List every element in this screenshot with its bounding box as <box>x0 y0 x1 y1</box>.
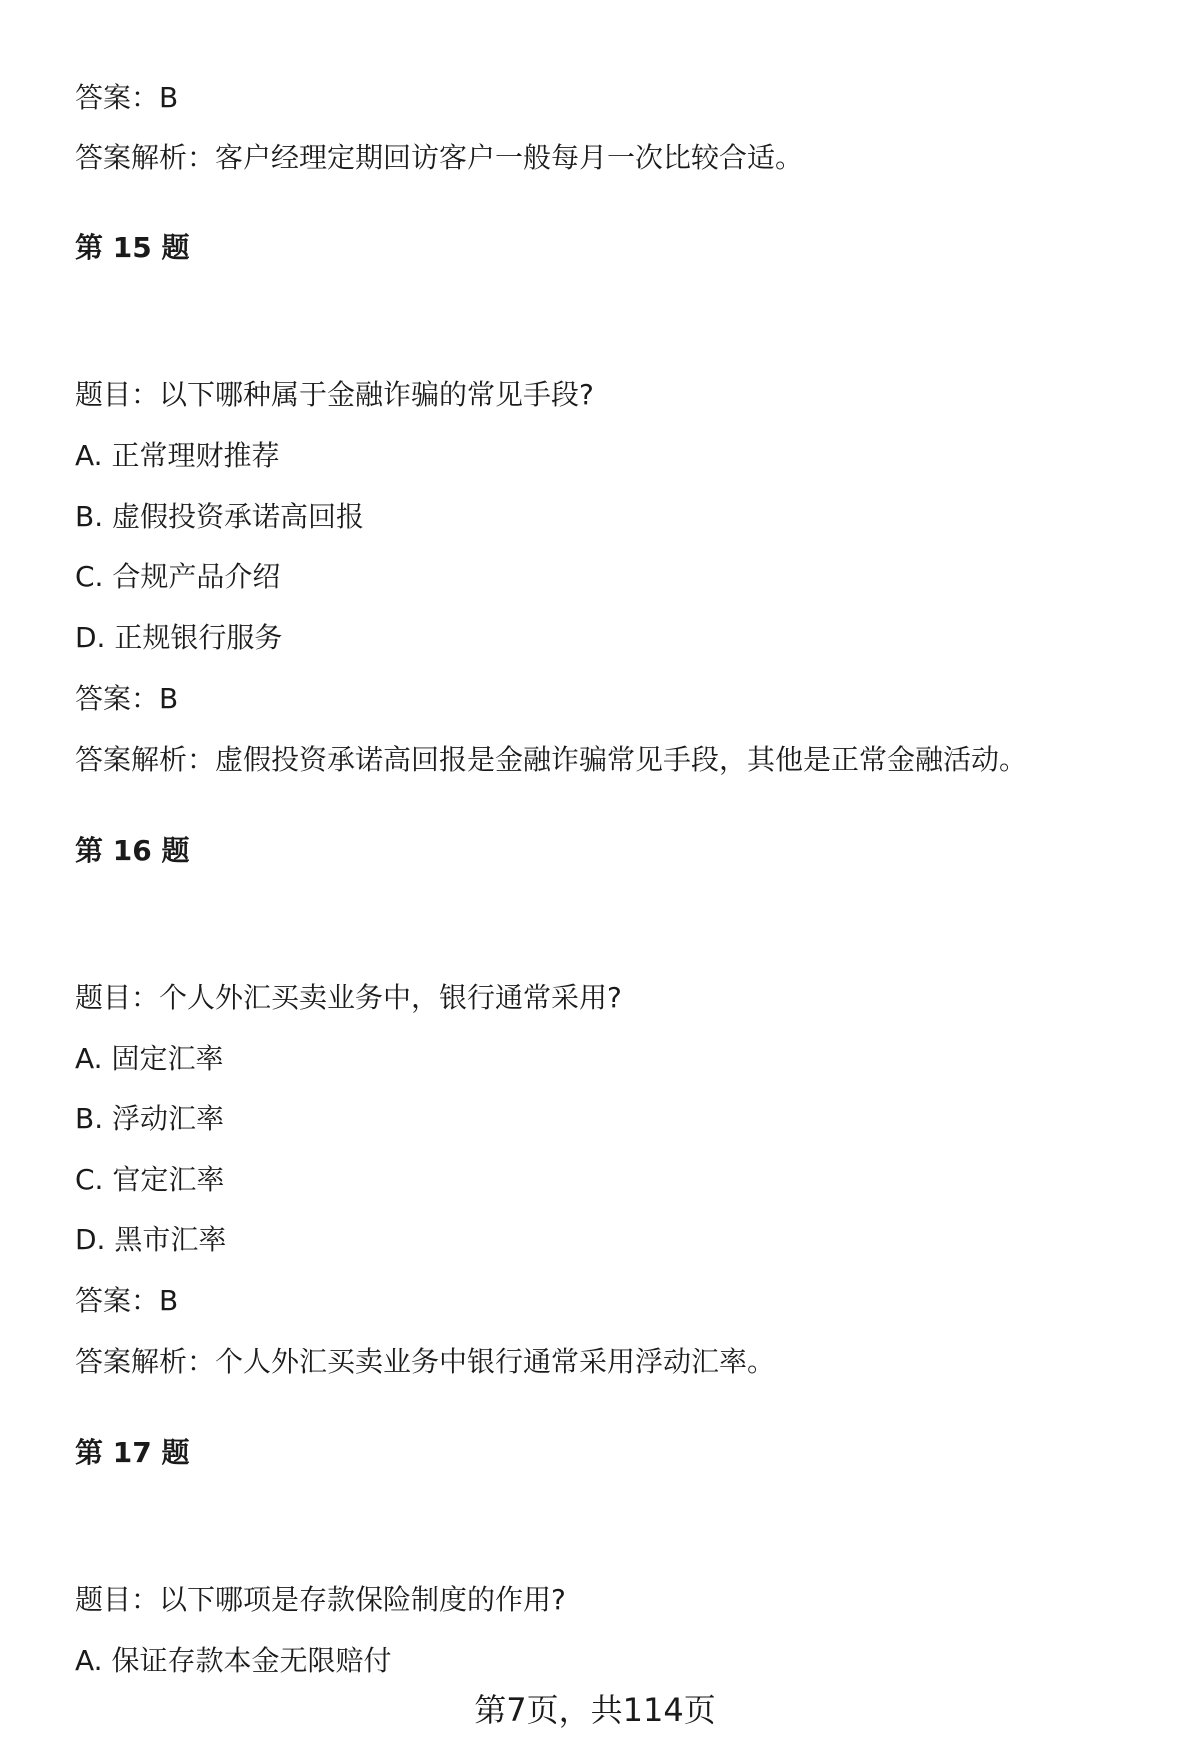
explanation-text: 答案解析：个人外汇买卖业务中银行通常采用浮动汇率。 <box>75 1345 776 1378</box>
question-heading: 第 16 题 <box>75 834 190 867</box>
answer-text: 答案：B <box>75 682 179 715</box>
option-b: B. 浮动汇率 <box>75 1102 225 1135</box>
option-c: C. 合规产品介绍 <box>75 560 281 593</box>
question-stem: 题目：以下哪种属于金融诈骗的常见手段? <box>75 378 594 411</box>
option-a: A. 保证存款本金无限赔付 <box>75 1644 392 1677</box>
answer-text: 答案：B <box>75 81 179 114</box>
option-c: C. 官定汇率 <box>75 1163 225 1196</box>
question-heading: 第 15 题 <box>75 231 190 264</box>
question-heading: 第 17 题 <box>75 1436 190 1469</box>
page-number: 第7页，共114页 <box>474 1691 716 1729</box>
option-a: A. 固定汇率 <box>75 1042 224 1075</box>
option-b: B. 虚假投资承诺高回报 <box>75 500 365 533</box>
question-stem: 题目：个人外汇买卖业务中，银行通常采用? <box>75 981 622 1014</box>
answer-text: 答案：B <box>75 1284 179 1317</box>
option-d: D. 正规银行服务 <box>75 621 283 654</box>
question-stem: 题目：以下哪项是存款保险制度的作用? <box>75 1583 566 1616</box>
explanation-text: 答案解析：客户经理定期回访客户一般每月一次比较合适。 <box>75 141 804 174</box>
option-a: A. 正常理财推荐 <box>75 439 280 472</box>
explanation-text: 答案解析：虚假投资承诺高回报是金融诈骗常见手段，其他是正常金融活动。 <box>75 743 1028 776</box>
option-d: D. 黑市汇率 <box>75 1223 227 1256</box>
